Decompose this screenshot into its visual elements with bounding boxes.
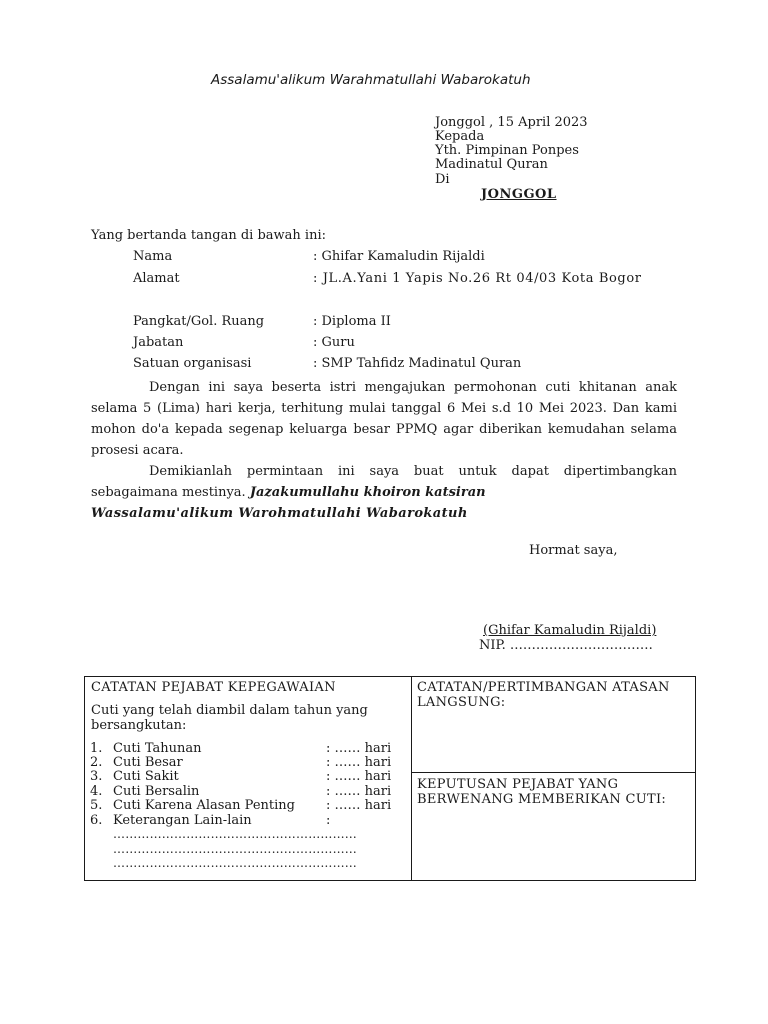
recipient-at: Di: [435, 172, 450, 187]
body-paragraph-2-closing: Jazakumullahu khoiron katsiran: [249, 485, 486, 500]
signer-nip: NIP. ……………………………: [479, 638, 653, 653]
official-decision-title: KEPUTUSAN PEJABAT YANG BERWENANG MEMBERIKAN CUTI:: [417, 777, 667, 807]
place-date: Jonggol , 15 April 2023: [435, 115, 588, 130]
regards: Hormat saya,: [529, 543, 618, 558]
leave-item-number: 4.: [90, 784, 103, 799]
leave-item-number: 1.: [90, 741, 103, 756]
leave-item-name: Cuti Bersalin: [113, 784, 200, 799]
leave-item-number: 6.: [90, 813, 103, 828]
identity-label-address: Alamat: [133, 271, 180, 286]
recipient-city: JONGGOL: [481, 187, 557, 202]
greeting: Assalamu'alikum Warahmatullahi Wabarokatuh: [211, 72, 531, 88]
leave-item-value: : …… hari: [326, 784, 392, 799]
leave-item-name: Cuti Karena Alasan Penting: [113, 798, 295, 813]
identity-label-position: Jabatan: [133, 335, 184, 350]
dotted-line: ……………………………………………………: [113, 842, 357, 856]
identity-label-unit: Satuan organisasi: [133, 356, 252, 371]
leave-item-number: 5.: [90, 798, 103, 813]
leave-item-name: Cuti Besar: [113, 755, 183, 770]
identity-value-unit: : SMP Tahfidz Madinatul Quran: [313, 356, 522, 371]
identity-value-address: : JL.A.Yani 1 Yapis No.26 Rt 04/03 Kota Bogor: [313, 271, 642, 286]
supervisor-notes-title: CATATAN/PERTIMBANGAN ATASAN LANGSUNG:: [417, 680, 670, 710]
farewell: Wassalamu'alikum Warohmatullahi Wabarokatuh: [91, 506, 468, 521]
leave-item-value: :: [326, 813, 331, 828]
identity-label-name: Nama: [133, 249, 173, 264]
leave-item-number: 3.: [90, 769, 103, 784]
identity-label-rank: Pangkat/Gol. Ruang: [133, 314, 265, 329]
leave-item-value: : …… hari: [326, 798, 392, 813]
leave-item-name: Cuti Sakit: [113, 769, 179, 784]
leave-item-name: Cuti Tahunan: [113, 741, 202, 756]
body-paragraph-1: Dengan ini saya beserta istri mengajukan permohonan cuti khitanan anak selama 5 (Lima) hari kerja, terhitung mulai tanggal 6 Mei s.d 10 Mei 2023. Dan kami mohon do'a kepada segenap keluarga besar PPMQ agar diberikan kemudahan selama prosesi acara.: [91, 380, 677, 458]
identity-value-position: : Guru: [313, 335, 355, 350]
body-paragraph-2: [91, 461, 677, 503]
recipient-to: Kepada: [435, 129, 485, 144]
leave-item-value: : …… hari: [326, 741, 392, 756]
personnel-notes-title: CATATAN PEJABAT KEPEGAWAIAN: [91, 680, 336, 695]
body-paragraph-2-text: Demikianlah permintaan ini saya buat untuk dapat dipertimbangkan sebagaimana mestinya.: [91, 464, 677, 500]
personnel-notes-subtitle: Cuti yang telah diambil dalam tahun yang bersangkutan:: [91, 703, 368, 733]
identity-value-rank: : Diploma II: [313, 314, 391, 329]
intro-text: Yang bertanda tangan di bawah ini:: [91, 228, 326, 243]
leave-item-number: 2.: [90, 755, 103, 770]
leave-item-value: : …… hari: [326, 755, 392, 770]
recipient-institution: Madinatul Quran: [435, 157, 548, 172]
dotted-line: ……………………………………………………: [113, 856, 357, 870]
leave-item-name: Keterangan Lain-lain: [113, 813, 252, 828]
signer-name: (Ghifar Kamaludin Rijaldi): [483, 623, 657, 638]
leave-item-value: : …… hari: [326, 769, 392, 784]
dotted-line: ……………………………………………………: [113, 827, 357, 841]
identity-value-name: : Ghifar Kamaludin Rijaldi: [313, 249, 485, 264]
recipient-addressee: Yth. Pimpinan Ponpes: [435, 143, 579, 158]
